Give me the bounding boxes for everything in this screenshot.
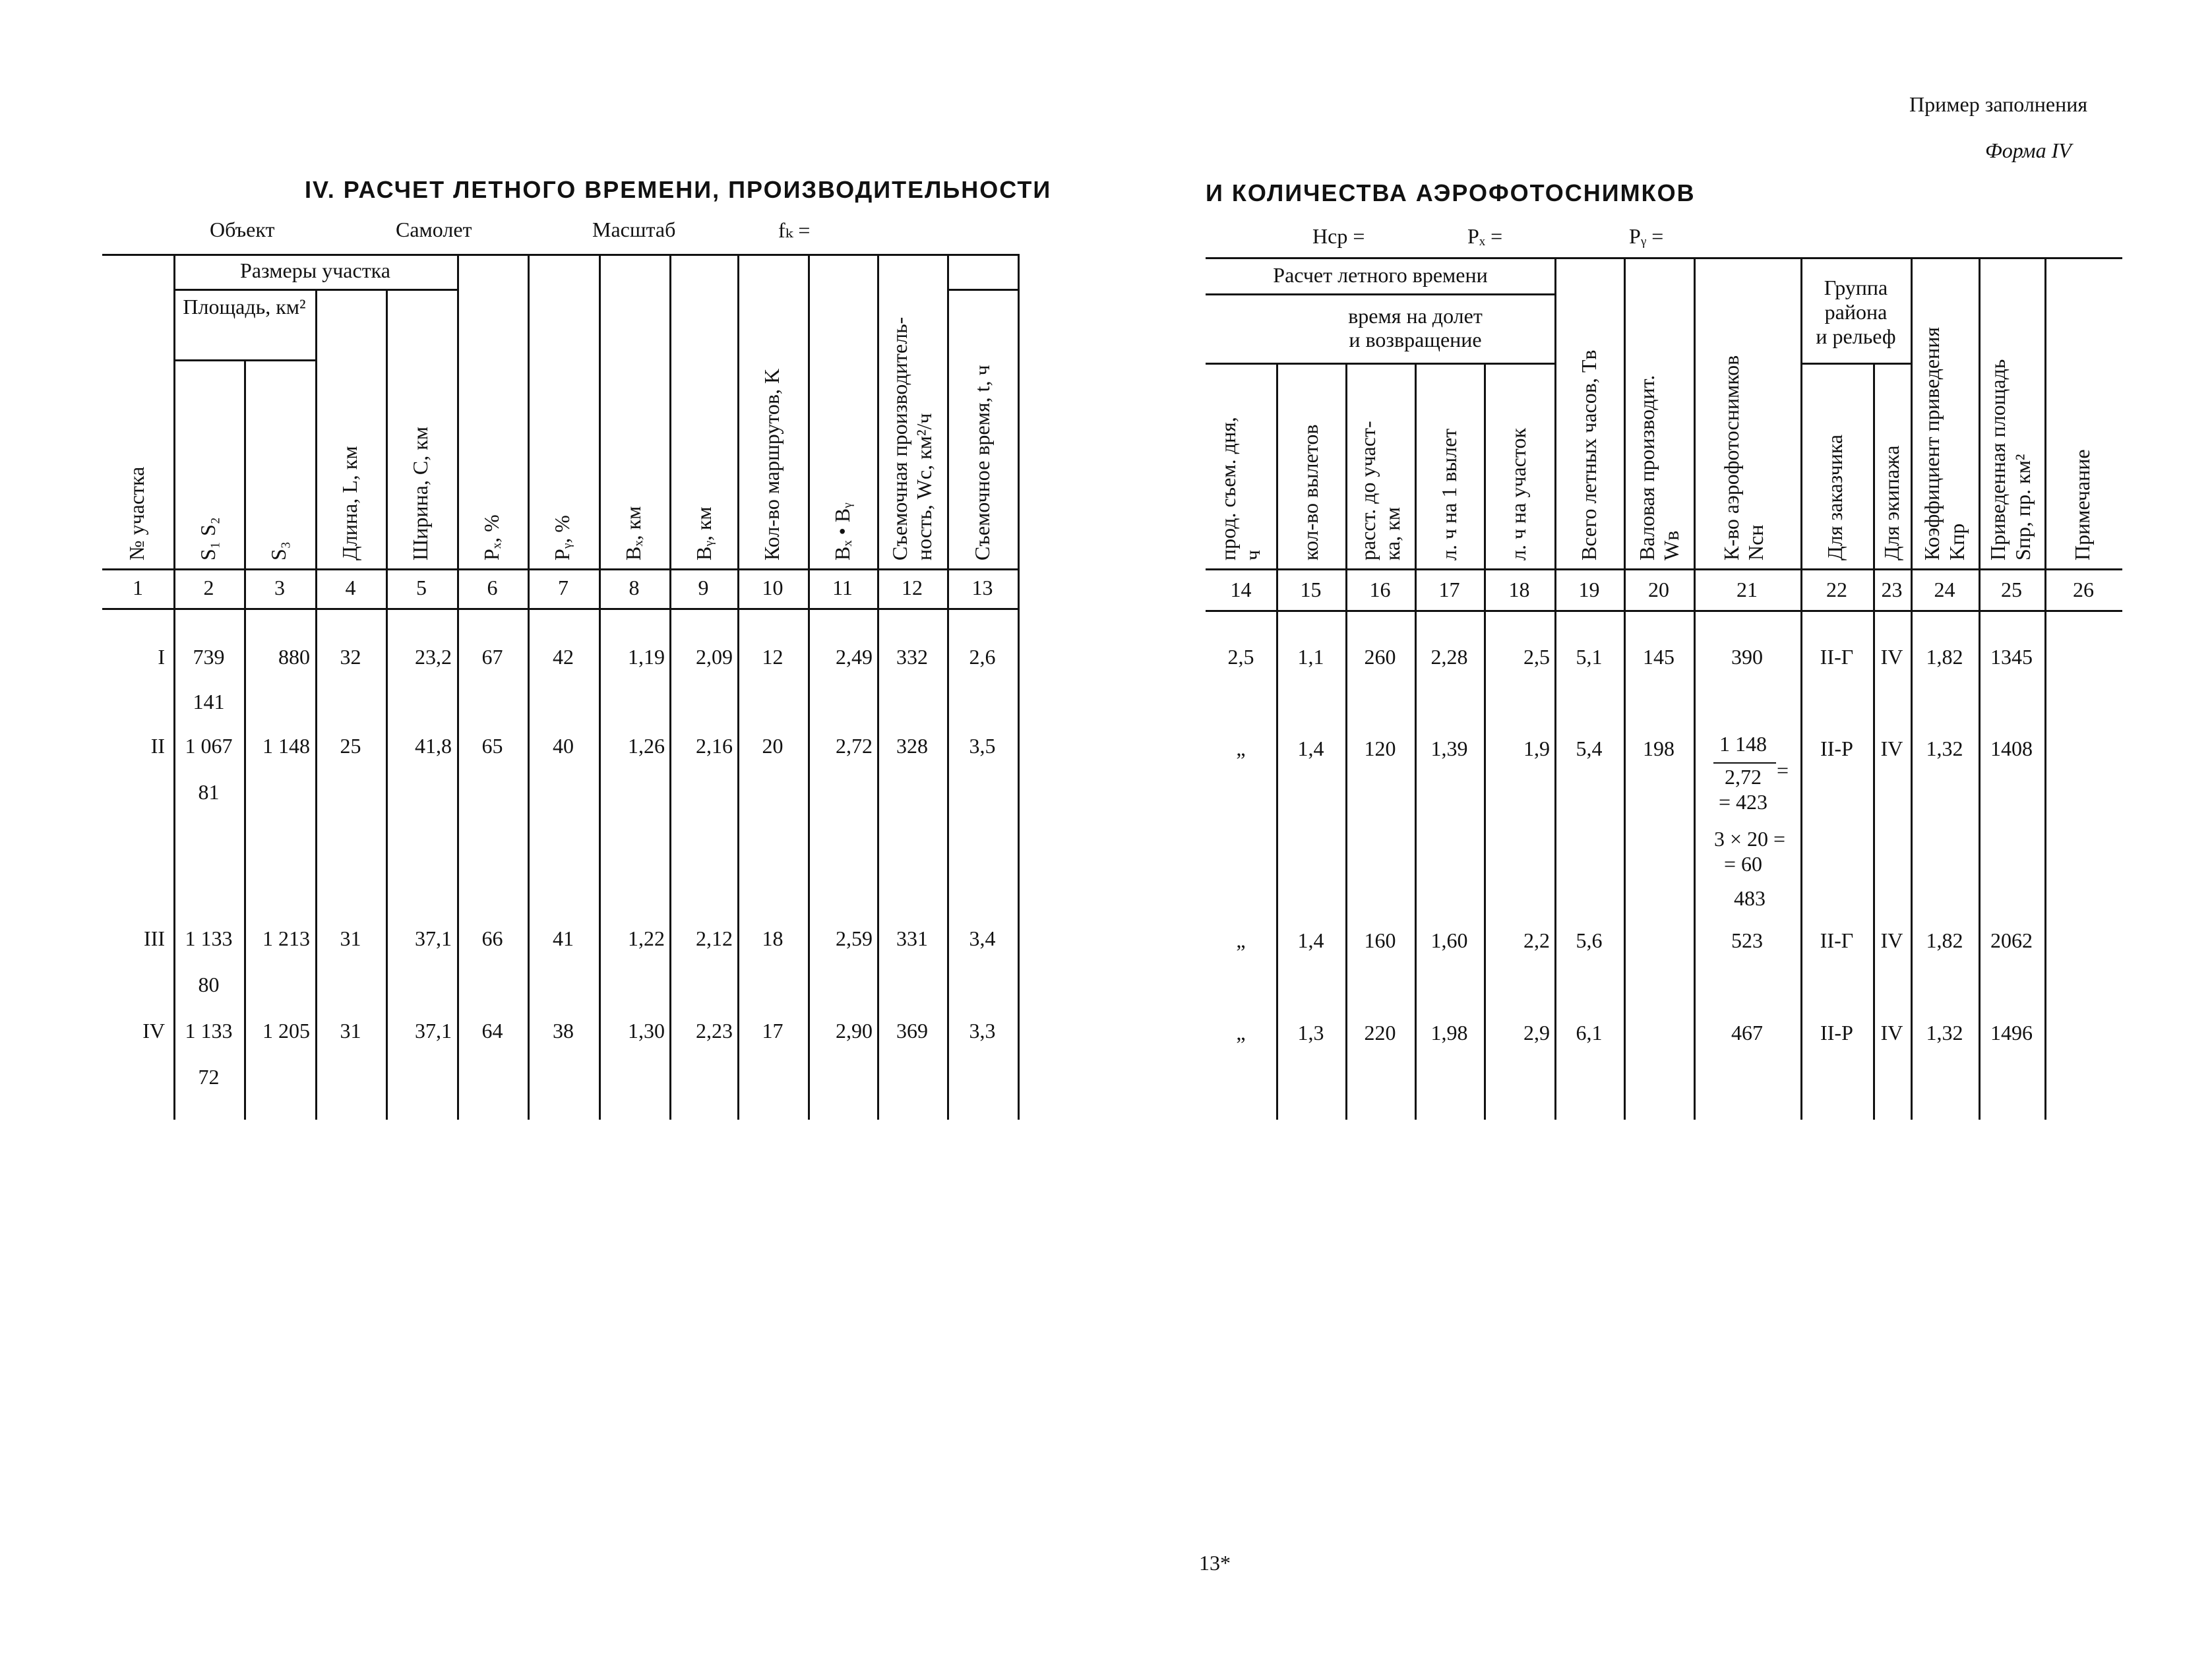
page-number: 13* [1199,1551,1231,1575]
cell: 331 [896,926,928,950]
colnum-2: 2 [203,576,214,599]
cell: 220 [1364,1021,1396,1045]
colnum-9: 9 [698,576,709,599]
hdr-col13: Съемочное время, t, ч [970,365,994,561]
cell: 2,2 [1523,928,1550,952]
colnum-8: 8 [629,576,640,599]
cell: 2,5 [1227,645,1254,669]
hdr-col2: S₁ S₂ [196,517,220,561]
cell: 1408 [1990,737,2033,760]
cell: 5,4 [1576,737,1603,760]
cell: II-Р [1820,737,1853,760]
hdr-col8: Bₓ, км [621,506,645,561]
cell: 120 [1364,737,1396,760]
cell: 1,32 [1926,1021,1963,1045]
hdr-col12a: Съемочная производитель- [888,317,911,561]
cell: 1 148 [262,734,310,758]
cell: 141 [193,690,225,713]
hdr-col24b: Kпр [1945,523,1969,561]
cell: 1,26 [628,734,665,758]
cell: 1,9 [1523,737,1550,760]
hdr-col23: Для экипажа [1880,445,1903,561]
cell: 41,8 [415,734,452,758]
hdr-col1: № участка [125,466,148,561]
hdr-col20b: Wв [1659,530,1683,561]
cell: 1 067 [185,734,233,758]
cell: 145 [1643,645,1674,669]
cell: 6,1 [1576,1021,1603,1045]
calc-res1: = 423 [1718,790,1768,814]
colnum-1: 1 [133,576,143,599]
cell: 1,19 [628,645,665,669]
meta-hcp: Hср = [1312,224,1365,248]
hdr-col14a: прод. съем. дня, [1216,417,1240,561]
cell: 2,16 [696,734,733,758]
cell: 1345 [1990,645,2033,669]
calc-eq: = [1776,758,1789,782]
hdr-col26: Примечание [2070,449,2094,561]
cell: 332 [896,645,928,669]
title-right: И КОЛИЧЕСТВА АЭРОФОТОСНИМКОВ [1206,179,1696,206]
colnum-12: 12 [902,576,923,599]
colnum-19: 19 [1578,578,1600,601]
meta-scale: Масштаб [592,218,676,241]
cell: 2,6 [969,645,996,669]
cell: 2062 [1990,928,2033,952]
cell: „ [1236,737,1246,760]
cell: 2,59 [836,926,873,950]
hdr-col5: Ширина, C, км [408,427,432,561]
hdr-col16b: ка, км [1380,506,1404,561]
cell: 66 [481,926,503,950]
colnum-10: 10 [762,576,783,599]
cell: I [158,645,165,669]
colnum-7: 7 [558,576,568,599]
hdr-col6: Pₓ, % [479,514,503,561]
cell: 1,82 [1926,928,1963,952]
cell: 369 [896,1019,928,1043]
cell: 523 [1731,928,1763,952]
cell: 20 [762,734,783,758]
cell: 2,72 [836,734,873,758]
cell: 467 [1731,1021,1763,1045]
meta-px: Pₓ = [1467,224,1503,248]
cell: IV [1880,737,1903,760]
cell: 2,23 [696,1019,733,1043]
header-group-1: Группа [1824,276,1888,299]
hdr-col3: S₃ [266,541,290,561]
cell: 198 [1643,737,1674,760]
cell: 1,22 [628,926,665,950]
cell: „ [1236,928,1246,952]
cell: 739 [193,645,225,669]
cell: 80 [198,973,220,996]
cell: II-Г [1820,928,1854,952]
cell: 2,90 [836,1019,873,1043]
cell: 1,30 [628,1019,665,1043]
cell: „ [1236,1021,1246,1045]
cell: 1 133 [185,1019,233,1043]
cell: II [150,734,165,758]
calc-numerator: 1 148 [1719,732,1767,756]
meta-plane: Самолет [396,218,472,241]
cell: 81 [198,780,220,804]
colnum-21: 21 [1736,578,1758,601]
hdr-col18: л. ч на участок [1506,428,1530,561]
colnum-3: 3 [274,576,285,599]
cell: 72 [198,1065,220,1089]
cell: 5,6 [1576,928,1603,952]
cell: 37,1 [415,1019,452,1043]
hdr-col7: Pᵧ, % [550,515,574,561]
cell: 37,1 [415,926,452,950]
cell: 1,60 [1430,928,1468,952]
cell: 1,3 [1297,1021,1324,1045]
hdr-col16a: расст. до участ- [1356,421,1380,561]
cell: IV [142,1019,165,1043]
cell: III [144,926,165,950]
colnum-22: 22 [1826,578,1847,601]
hdr-col11: Bₓ • Bᵧ [830,502,854,561]
colnum-11: 11 [832,576,853,599]
header-group-2: района [1824,300,1888,324]
colnum-23: 23 [1881,578,1903,601]
hdr-col14b: ч [1241,549,1264,561]
colnum-4: 4 [345,576,356,599]
hdr-col25a: Приведенная площадь [1986,359,2010,561]
title-left: IV. РАСЧЕТ ЛЕТНОГО ВРЕМЕНИ, ПРОИЗВОДИТЕЛЬНОСТИ [305,176,1052,203]
hdr-col9: Bᵧ, км [692,506,716,561]
colnum-16: 16 [1369,578,1391,601]
cell: 390 [1731,645,1763,669]
cell: 41 [553,926,574,950]
colnum-20: 20 [1648,578,1669,601]
hdr-col12b: ность, Wс, км²/ч [912,413,936,561]
cell: 65 [481,734,503,758]
header-sizes: Размеры участка [240,258,390,282]
colnum-15: 15 [1300,578,1322,601]
colnum-14: 14 [1230,578,1252,601]
colnum-26: 26 [2073,578,2094,601]
cell: II-Р [1820,1021,1853,1045]
cell: 880 [278,645,310,669]
cell: 1 205 [262,1019,310,1043]
calc-res2: = 60 [1723,852,1763,876]
cell: 160 [1364,928,1396,952]
cell: 18 [762,926,783,950]
cell: 67 [481,645,503,669]
calc-sum: 483 [1734,886,1766,910]
hdr-col20a: Валовая производит. [1635,375,1659,561]
header-group-3: и рельеф [1816,324,1896,348]
cell: II-Г [1820,645,1854,669]
hdr-col4: Длина, L, км [338,446,361,561]
cell: 42 [553,645,574,669]
cell: IV [1880,1021,1903,1045]
colnum-17: 17 [1438,578,1460,601]
cell: 1496 [1990,1021,2033,1045]
cell: 3,4 [969,926,996,950]
colnum-25: 25 [2001,578,2022,601]
cell: 1,39 [1430,737,1468,760]
cell: 2,49 [836,645,873,669]
hdr-col21a: К-во аэрофотоснимков [1719,355,1743,561]
cell: 32 [340,645,361,669]
hdr-col15: кол-во вылетов [1299,424,1322,561]
cell: 1,4 [1297,737,1324,760]
cell: 2,28 [1430,645,1468,669]
calc-denominator: 2,72 [1725,765,1762,789]
hdr-col21b: Nсн [1744,524,1767,561]
cell: 64 [481,1019,503,1043]
cell: 260 [1364,645,1396,669]
cell: 23,2 [415,645,452,669]
meta-py: Pᵧ = [1629,224,1664,248]
colnum-6: 6 [487,576,498,599]
cell: 1,1 [1297,645,1324,669]
meta-object: Объект [210,218,275,241]
cell: 1,82 [1926,645,1963,669]
cell: 2,12 [696,926,733,950]
cell: 12 [762,645,783,669]
colnum-24: 24 [1934,578,1955,601]
cell: 1,4 [1297,928,1324,952]
header-area: Площадь, км² [183,295,306,318]
hdr-col17: л. ч на 1 вылет [1437,428,1461,561]
hdr-col24a: Коэффициент приведения [1920,326,1944,561]
cell: 31 [340,926,361,950]
hdr-col19: Всего летных часов, Tв [1577,349,1601,561]
cell: 2,09 [696,645,733,669]
cell: 328 [896,734,928,758]
cell: IV [1880,645,1903,669]
hdr-col22: Для заказчика [1823,434,1847,561]
colnum-5: 5 [416,576,427,599]
header-flight: Расчет летного времени [1273,263,1488,287]
cell: 1,32 [1926,737,1963,760]
colnum-13: 13 [971,576,993,599]
cell: 1 213 [262,926,310,950]
cell: 3,3 [969,1019,996,1043]
cell: 5,1 [1576,645,1603,669]
cell: 3,5 [969,734,996,758]
hdr-col10: Кол-во маршрутов, K [760,368,783,561]
cell: 1,98 [1430,1021,1468,1045]
colnum-18: 18 [1508,578,1530,601]
meta-fk: fₖ = [778,218,811,242]
cell: 40 [553,734,574,758]
header-time-back: и возвращение [1349,328,1482,351]
hdr-col25b: Sпр, пр. км² [2011,454,2035,561]
header-time-go: время на долет [1348,304,1483,328]
cell: 1 133 [185,926,233,950]
cell: 17 [762,1019,783,1043]
cell: IV [1880,928,1903,952]
example-label: Пример заполнения [1909,92,2088,116]
form-label: Форма IV [1985,138,2072,162]
cell: 2,9 [1523,1021,1550,1045]
cell: 25 [340,734,361,758]
cell: 38 [553,1019,574,1043]
cell: 2,5 [1523,645,1550,669]
calc-mul: 3 × 20 = [1713,827,1786,851]
cell: 31 [340,1019,361,1043]
